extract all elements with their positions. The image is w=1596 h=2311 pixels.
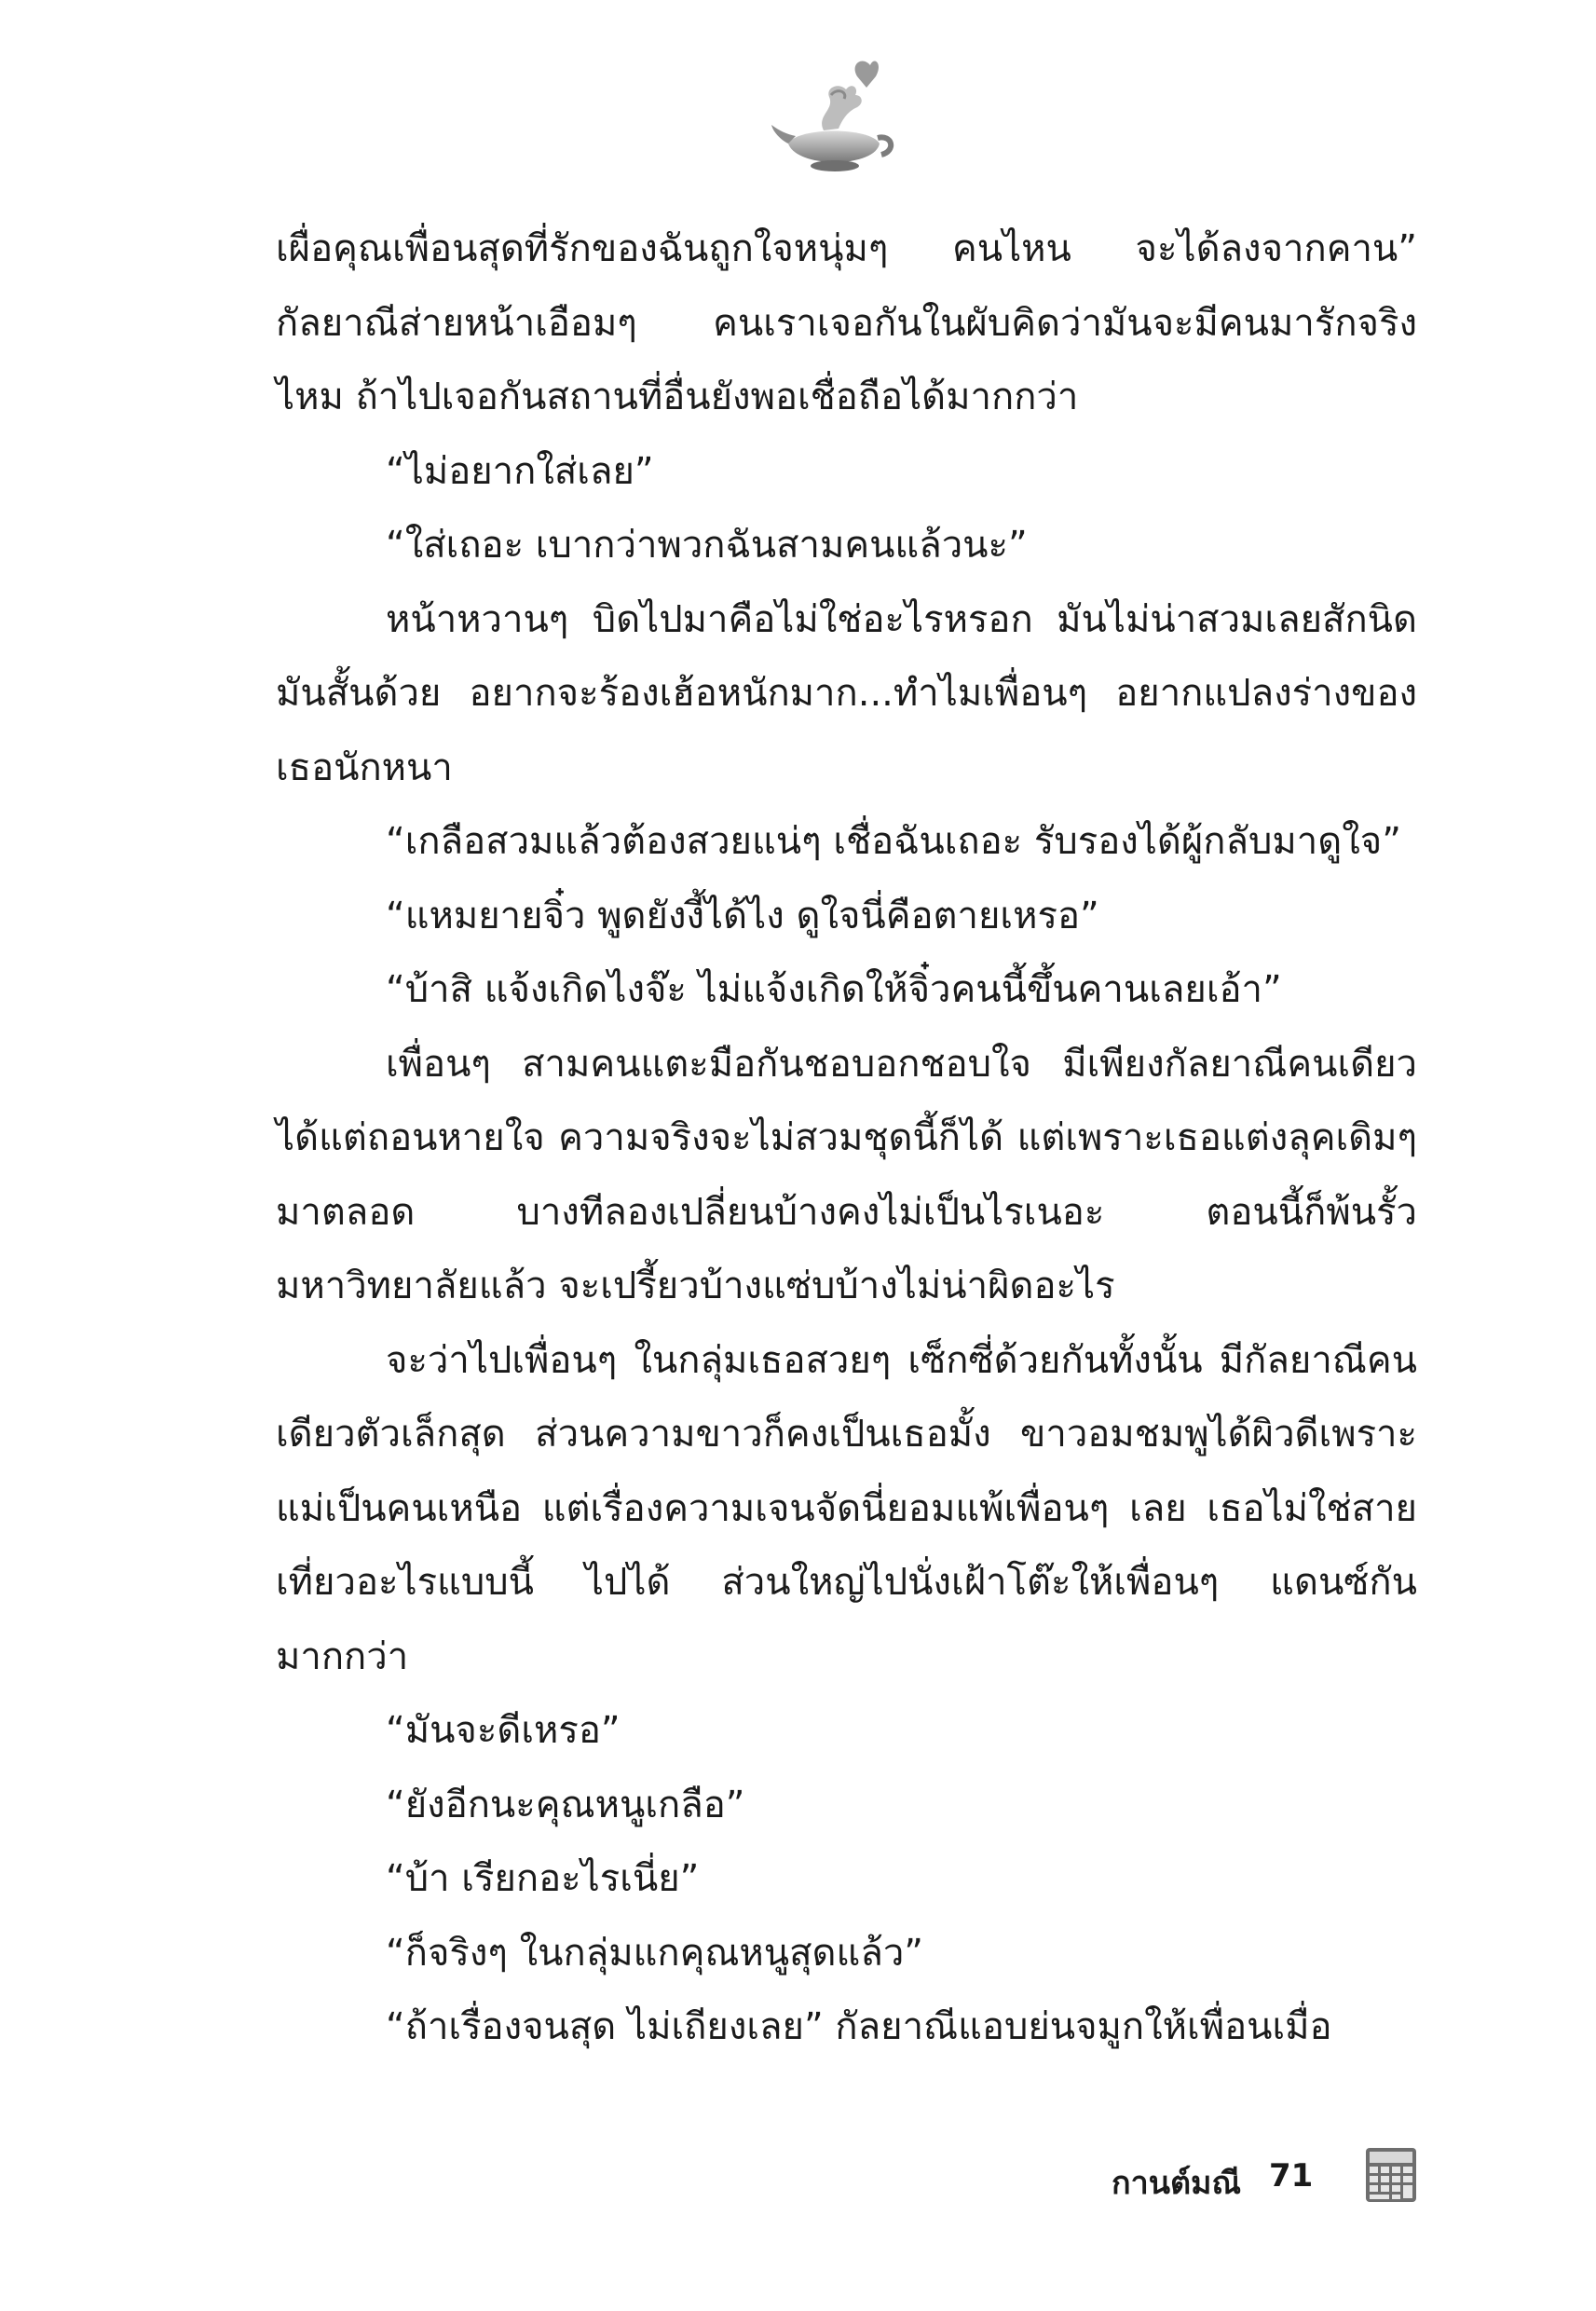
genie-lamp-icon xyxy=(770,54,900,175)
paragraph: “บ้าสิ แจ้งเกิดไงจ๊ะ ไม่แจ้งเกิดให้จิ๋วคนนี้ขึ้นคานเลยเอ้า” xyxy=(386,968,1282,1011)
paragraph: “เกลือสวมแล้วต้องสวยแน่ๆ เชื่อฉันเถอะ รับรองได้ผู้กลับมาดูใจ” xyxy=(386,820,1401,863)
paragraph: จะว่าไปเพื่อนๆ ในกลุ่มเธอสวยๆ เซ็กซี่ด้วยกันทั้งนั้น มีกัลยาณีคนเดียวตัวเล็กสุด ส่วนความขาวก็คงเป็นเธอมั้ง ขาวอมชมพูได้ผิวดีเพราะแม่เป็นคนเหนือ แต่เรื่องความเจนจัดนี่ยอมแพ้เพื่อนๆ เลย เธอไม่ใช่สายเที่ยวอะไรแบบนี้ ไปได้ ส่วนใหญ่ไปนั่งเฝ้าโต๊ะให้เพื่อนๆ แดนซ์กันมากกว่า xyxy=(276,1338,1417,1678)
page-number: 71 xyxy=(1269,2157,1314,2195)
paragraph: เพื่อนๆ สามคนแตะมือกันชอบอกชอบใจ มีเพียงกัลยาณีคนเดียวได้แต่ถอนหายใจ ความจริงจะไม่สวมชุดนี้ก็ได้ แต่เพราะเธอแต่งลุคเดิมๆ มาตลอด บางทีลองเปลี่ยนบ้างคงไม่เป็นไรเนอะ ตอนนี้ก็พ้นรั้วมหาวิทยาลัยแล้ว จะเปรี้ยวบ้างแซ่บบ้างไม่น่าผิดอะไร xyxy=(276,1042,1417,1307)
paragraph: หน้าหวานๆ บิดไปมาคือไม่ใช่อะไรหรอก มันไม่น่าสวมเลยสักนิด มันสั้นด้วย อยากจะร้องเฮ้อหนักมาก...ทำไมเพื่อนๆ อยากแปลงร่างของเธอนักหนา xyxy=(276,597,1417,789)
paragraph: “ยังอีกนะคุณหนูเกลือ” xyxy=(386,1783,745,1826)
paragraph: “มันจะดีเหรอ” xyxy=(386,1709,621,1752)
page-footer xyxy=(1099,2139,1435,2222)
paragraph: “ไม่อยากใส่เลย” xyxy=(386,449,654,493)
author-name: กานต์มณี xyxy=(1112,2165,1241,2202)
paragraph: “บ้า เรียกอะไรเนี่ย” xyxy=(386,1857,700,1900)
paragraph: “ใส่เถอะ เบากว่าพวกฉันสามคนแล้วนะ” xyxy=(386,524,1028,567)
paragraph: “ถ้าเรื่องจนสุด ไม่เถียงเลย” กัลยาณีแอบย่นจมูกให้เพื่อนเมื่อ xyxy=(386,2005,1332,2048)
paragraph: “แหมยายจิ๋ว พูดยังงี้ได้ไง ดูใจนี่คือตายเหรอ” xyxy=(386,894,1099,937)
paragraph: เผื่อคุณเพื่อนสุดที่รักของฉันถูกใจหนุ่มๆ คนไหน จะได้ลงจากคาน” กัลยาณีส่ายหน้าเอือมๆ คนเราเจอกันในผับคิดว่ามันจะมีคนมารักจริงไหม ถ้าไปเจอกันสถานที่อื่นยังพอเชื่อถือได้มากกว่า xyxy=(276,227,1417,418)
paragraph: “ก็จริงๆ ในกลุ่มแกคุณหนูสุดแล้ว” xyxy=(386,1931,924,1975)
calculator-icon xyxy=(1362,2144,1420,2206)
body-text xyxy=(276,212,1417,2065)
